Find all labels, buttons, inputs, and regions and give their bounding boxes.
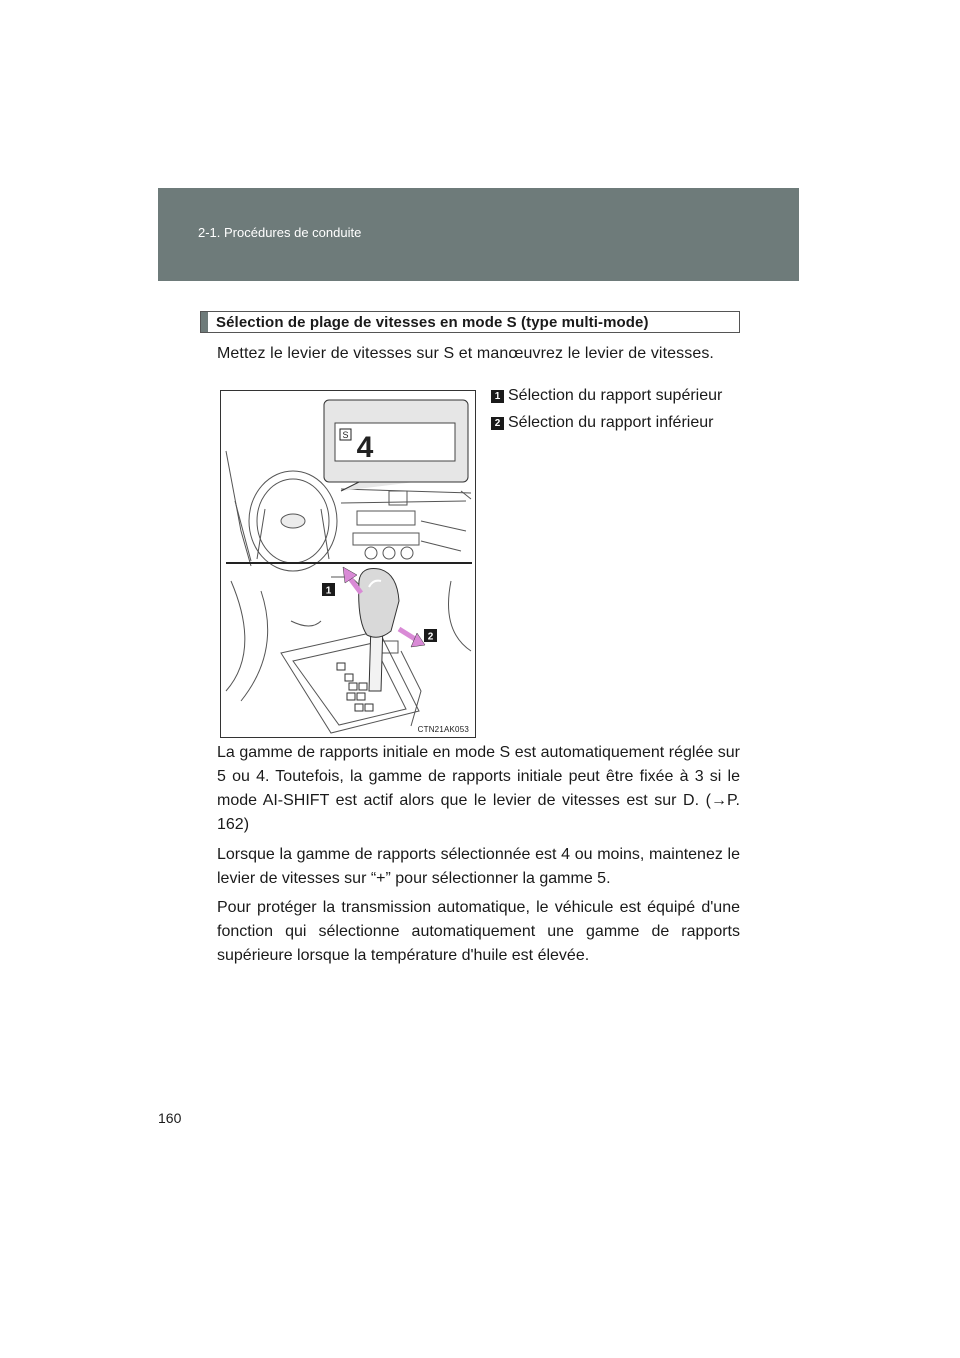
legend-item-downshift [491, 414, 713, 432]
callout-number-2: 2 [427, 631, 434, 643]
chapter-header [158, 188, 799, 281]
display-mode-letter: S [342, 430, 349, 440]
downshift-arrow-shaft [399, 629, 415, 639]
legend-number-2: 2 [491, 417, 504, 430]
legend-number-1: 1 [491, 390, 504, 403]
shift-lever-drawing [221, 391, 476, 738]
section-path: 2-1. Procédures de conduite [198, 225, 362, 240]
figure-code: CTN21AK053 [417, 725, 469, 734]
paragraph-hold-plus: Lorsque la gamme de rapports sélectionnée est 4 ou moins, maintenez le levier de vitesses sur “+” pour sélectionner la gamme 5. [217, 846, 740, 887]
paragraph-initial-range: La gamme de rapports initiale en mode S est automatiquement réglée sur 5 ou 4. Toutefois, la gamme de rapports initiale peut être fixée à 3 si le mode AI-SHIFT est actif alors que le levier de vitesses est sur D. (→P. 162) [217, 744, 740, 833]
upshift-arrow [343, 567, 361, 593]
intro-text: Mettez le levier de vitesses sur S et manœuvrez le levier de vitesses. [217, 345, 714, 362]
paragraph-protection: Pour protéger la transmission automatique, le véhicule est équipé d'une fonction qui sélectionne automatiquement une gamme de rapports supérieure lorsque la température d'huile est élevée. [217, 899, 740, 964]
shift-knob [359, 569, 399, 638]
legend-item-upshift [491, 387, 722, 405]
heading-marker [201, 312, 208, 332]
legend-label-1: Sélection du rapport supérieur [508, 387, 723, 404]
callout-number-1: 1 [325, 585, 332, 597]
section-title: Sélection de plage de vitesses en mode S (type multi-mode) [216, 314, 649, 331]
shift-lever-illustration [220, 390, 476, 738]
section-heading [200, 311, 740, 333]
display-gear-number: 4 [356, 431, 374, 464]
legend-label-2: Sélection du rapport inférieur [508, 414, 714, 431]
page-number: 160 [158, 1110, 182, 1126]
downshift-arrow [399, 629, 425, 647]
